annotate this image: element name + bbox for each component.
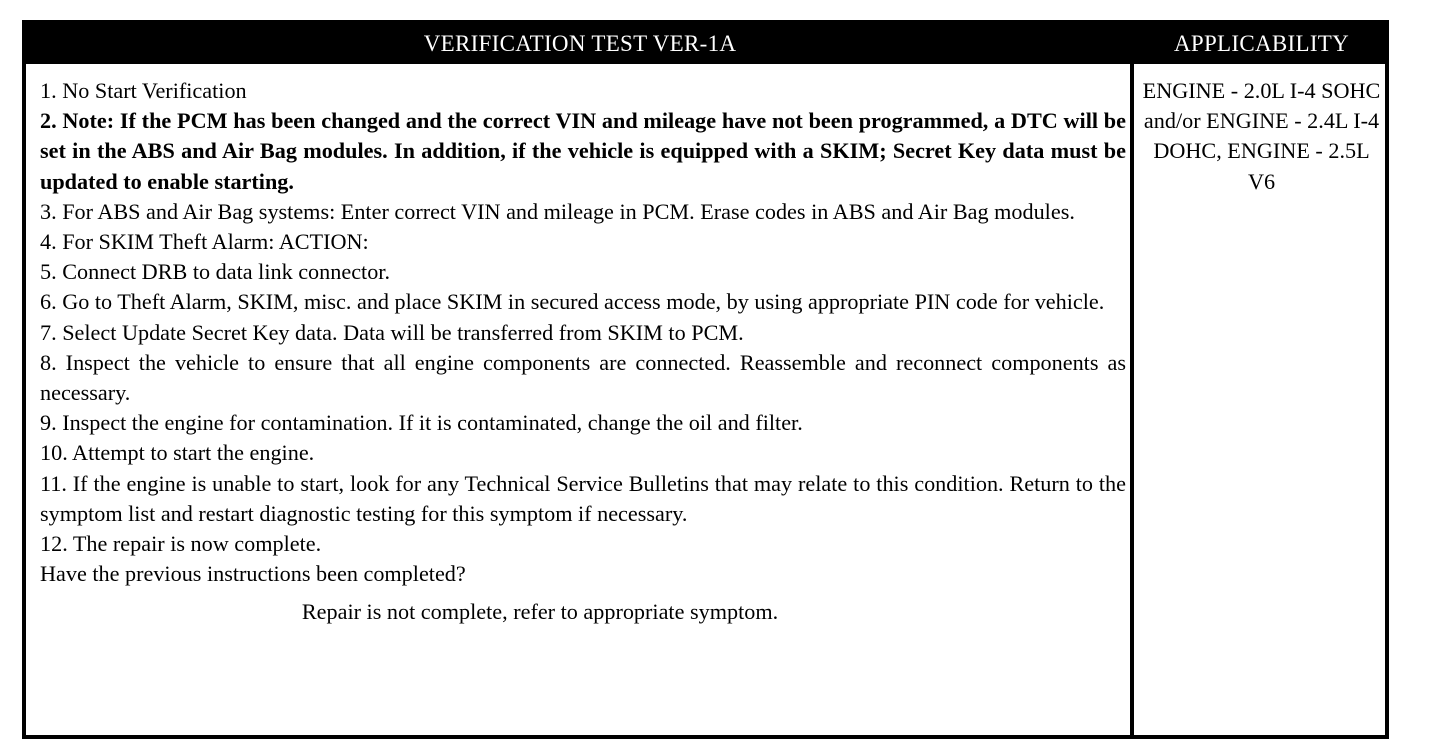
verification-test-title: VERIFICATION TEST VER-1A <box>423 31 737 56</box>
step-6: 6. Go to Theft Alarm, SKIM, misc. and place SKIM in secured access mode, by using appropriate PIN code for vehicle. <box>40 289 1105 315</box>
test-steps-cell <box>40 76 1126 628</box>
step-3: 3. For ABS and Air Bag systems: Enter correct VIN and mileage in PCM. Erase codes in ABS and Air Bag modules. <box>40 198 1075 224</box>
applicability-cell: ENGINE - 2.0L I-4 SOHC and/or ENGINE - 2.4L I-4 DOHC, ENGINE - 2.5L V6 <box>1142 78 1381 194</box>
step-5: 5. Connect DRB to data link connector. <box>40 259 391 285</box>
step-8: 8. Inspect the vehicle to ensure that all engine components are connected. Reassemble and reconnect components as necessary. <box>40 349 1126 406</box>
completion-question: Have the previous instructions been completed? <box>40 561 466 587</box>
step-1: 1. No Start Verification <box>40 78 247 103</box>
step-11: 11. If the engine is unable to start, look for any Technical Service Bulletins that may relate to this condition. Return to the symptom list and restart diagnostic testing for this symptom if necessary. <box>40 470 1126 526</box>
step-10: 10. Attempt to start the engine. <box>40 440 315 466</box>
column-divider <box>1130 24 1134 735</box>
step-12: 12. The repair is now complete. <box>40 531 322 557</box>
table-header-row <box>26 24 1385 64</box>
verification-test-table <box>22 20 1389 739</box>
applicability-header: APPLICABILITY <box>1173 31 1350 56</box>
repair-result: Repair is not complete, refer to appropriate symptom. <box>301 599 779 625</box>
step-4: 4. For SKIM Theft Alarm: ACTION: <box>40 229 369 255</box>
step-7: 7. Select Update Secret Key data. Data will be transferred from SKIM to PCM. <box>40 319 744 345</box>
step-9: 9. Inspect the engine for contamination. If it is contaminated, change the oil and filter. <box>40 410 803 436</box>
step-2-note: 2. Note: If the PCM has been changed and the correct VIN and mileage have not been programmed, a DTC will be set in the ABS and Air Bag modules. In addition, if the vehicle is equipped with a SKIM; Secret Key data must be updated to enable starting. <box>40 108 1126 194</box>
